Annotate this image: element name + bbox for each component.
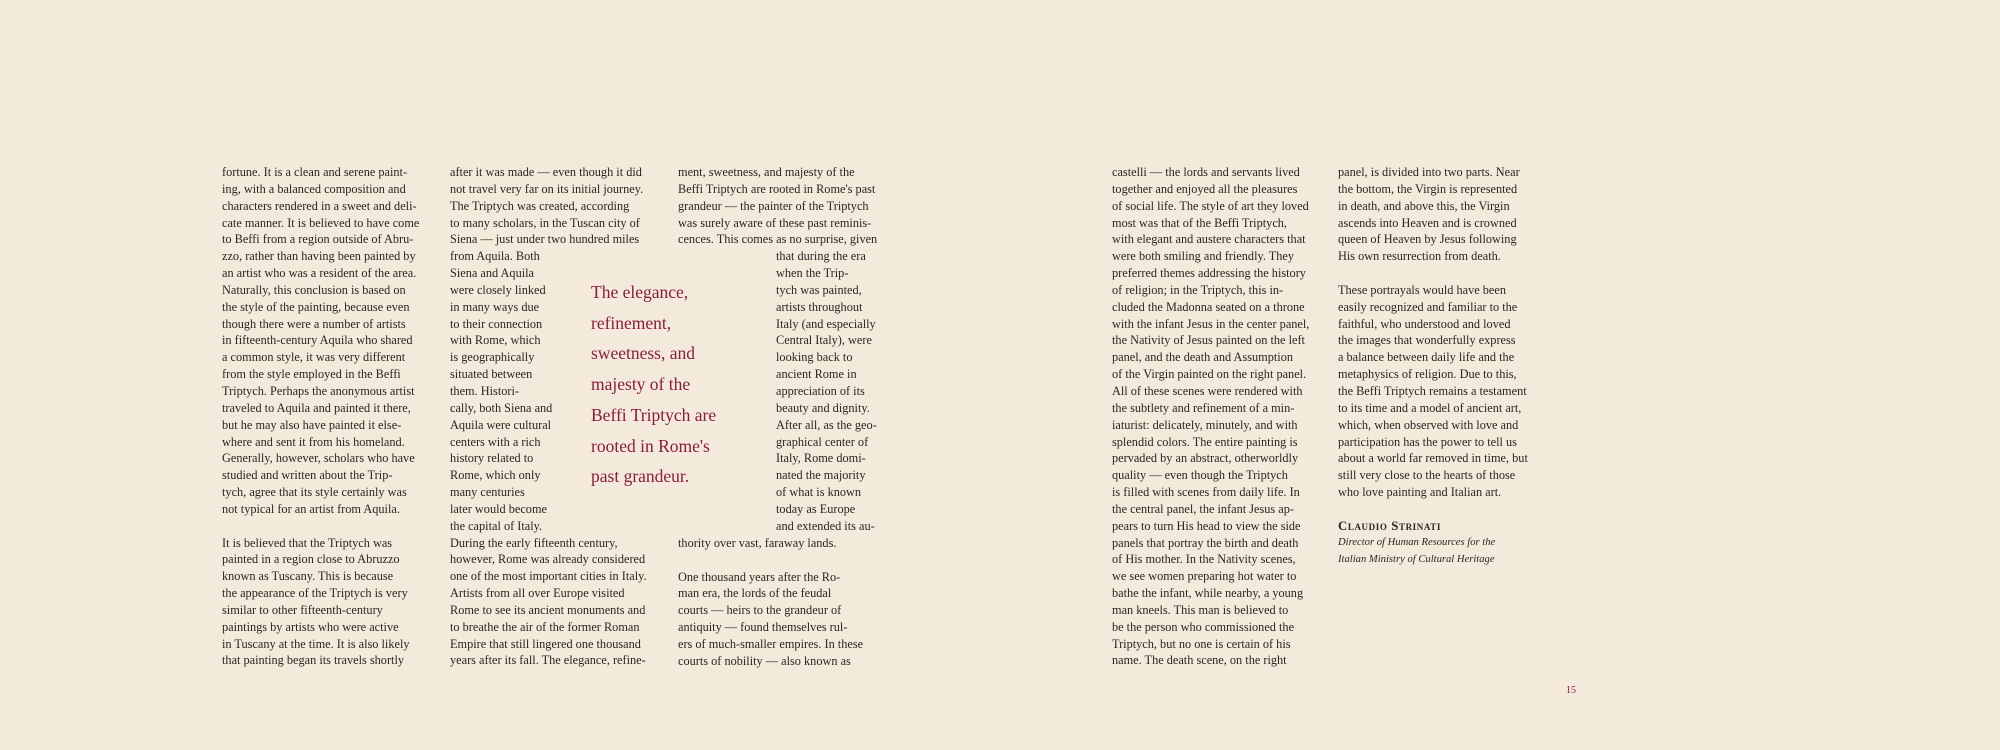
text-line: of His mother. In the Nativity scenes, (1112, 552, 1296, 567)
text-line: antiquity — found themselves rul- (678, 620, 848, 635)
text-line: them. Histori- (450, 383, 519, 398)
text-line: courts of nobility — also known as (678, 653, 851, 668)
text-line: man era, the lords of the feudal (678, 586, 832, 601)
text-line: artists throughout (776, 299, 863, 314)
text-line: with the infant Jesus in the center panel, (1112, 316, 1310, 331)
text-line: in many ways due (450, 299, 540, 314)
text-line: fortune. It is a clean and serene paint- (222, 165, 408, 179)
text-line: after it was made — even though it did (450, 165, 642, 179)
author-title-line-2: Italian Ministry of Cultural Heritage (1338, 553, 1495, 565)
text-line: one of the most important cities in Italy. (450, 569, 647, 584)
text-line: a common style, it was very different (222, 350, 406, 365)
text-line: Naturally, this conclusion is based on (222, 282, 406, 297)
text-line: where and sent it from his homeland. (222, 434, 405, 449)
column-3-bottom (678, 535, 863, 670)
text-line: which, when observed with love and (1338, 417, 1519, 432)
text-line: participation has the power to tell us (1338, 434, 1517, 449)
text-line: many centuries (450, 485, 525, 500)
text-line: ment, sweetness, and majesty of the (678, 165, 855, 179)
text-line: ascends into Heaven and is crowned (1338, 215, 1517, 230)
text-line: After all, as the geo- (776, 417, 877, 432)
text-line: It is believed that the Triptych was (222, 535, 393, 550)
text-line: together and enjoyed all the pleasures (1112, 181, 1298, 196)
text-line: zzo, rather than having been painted by (222, 249, 416, 264)
text-line: cally, both Siena and (450, 400, 553, 415)
text-line: of social life. The style of art they loved (1112, 198, 1309, 213)
text-line: the capital of Italy. (450, 518, 543, 533)
text-line: the bottom, the Virgin is represented (1338, 181, 1518, 196)
text-line: Generally, however, scholars who have (222, 451, 415, 466)
text-line: centers with a rich (450, 434, 541, 449)
text-line: today as Europe (776, 501, 856, 516)
text-line: Triptych. Perhaps the anonymous artist (222, 383, 415, 398)
text-line: in fifteenth-century Aquila who shared (222, 333, 413, 348)
text-line: tych was painted, (776, 282, 862, 297)
text-line: splendid colors. The entire painting is (1112, 434, 1298, 449)
text-line: The Triptych was created, according (450, 198, 630, 213)
text-line: man kneels. This man is believed to (1112, 602, 1289, 617)
text-line: Italy (and especially (776, 316, 876, 331)
text-line: preferred themes addressing the history (1112, 266, 1306, 281)
text-line: name. The death scene, on the right (1112, 653, 1287, 668)
column-4 (1112, 164, 1309, 669)
text-line: tych, agree that its style certainly was (222, 485, 407, 500)
text-line: not typical for an artist from Aquila. (222, 501, 400, 516)
text-line: courts — heirs to the grandeur of (678, 603, 842, 618)
text-line: quality — even though the Triptych (1112, 468, 1288, 483)
text-line: when the Trip- (776, 266, 849, 281)
text-line: to many scholars, in the Tuscan city of (450, 215, 640, 230)
text-line: the appearance of the Triptych is very (222, 586, 408, 601)
text-line: ers of much-smaller empires. In these (678, 636, 864, 651)
text-line: the Beffi Triptych remains a testament (1338, 383, 1527, 398)
page-number: 15 (1566, 685, 1576, 696)
column-1 (222, 164, 419, 669)
text-line: later would become (450, 501, 547, 516)
text-line: Italy, Rome domi- (776, 451, 866, 466)
text-line: Empire that still lingered one thousand (450, 636, 641, 651)
text-line: Beffi Triptych are (591, 404, 717, 425)
text-line: is geographically (450, 350, 535, 365)
pull-quote (591, 277, 741, 492)
text-line: with Rome, which (450, 333, 541, 348)
text-line: is filled with scenes from daily life. In (1112, 485, 1300, 500)
text-line: panels that portray the birth and death (1112, 535, 1299, 550)
text-line: the style of the painting, because even (222, 299, 410, 314)
text-line (222, 518, 419, 535)
text-line: looking back to (776, 350, 853, 365)
text-line: from Aquila. Both (450, 249, 540, 264)
text-line: in Tuscany at the time. It is also likely (222, 636, 410, 651)
column-3-right (776, 248, 877, 534)
text-line: Rome, which only (450, 468, 541, 483)
text-line (1338, 265, 1528, 282)
text-line: from the style employed in the Beffi (222, 367, 401, 382)
text-line: situated between (450, 367, 533, 382)
text-line: nated the majority (776, 468, 866, 483)
text-line: we see women preparing hot water to (1112, 569, 1297, 584)
text-line: was surely aware of these past reminis- (678, 215, 872, 230)
text-line: grandeur — the painter of the Triptych (678, 198, 869, 213)
text-line: thority over vast, faraway lands. (678, 535, 837, 550)
text-line: to their connection (450, 316, 543, 331)
text-line: refinement, (591, 312, 672, 333)
text-line: to Beffi from a region outside of Abru- (222, 232, 414, 247)
text-line: of the Virgin painted on the right panel. (1112, 367, 1307, 382)
text-line: rooted in Rome's (591, 435, 710, 456)
column-5 (1338, 164, 1528, 501)
text-line: past grandeur. (591, 466, 690, 487)
text-line: The elegance, (591, 282, 689, 302)
text-line: One thousand years after the Ro- (678, 569, 841, 584)
text-line: Triptych, but no one is certain of his (1112, 636, 1291, 651)
text-line: traveled to Aquila and painted it there, (222, 400, 411, 415)
text-line: Aquila were cultural (450, 417, 552, 432)
text-line: who love painting and Italian art. (1338, 485, 1502, 500)
column-3-top (678, 164, 877, 248)
author-title-line-1: Director of Human Resources for the (1338, 536, 1496, 548)
text-line: in death, and above this, the Virgin (1338, 198, 1510, 213)
text-line: characters rendered in a sweet and deli- (222, 198, 417, 213)
text-line: majesty of the (591, 374, 691, 395)
text-line: Central Italy), were (776, 333, 872, 348)
text-line: and extended its au- (776, 518, 875, 533)
text-line (678, 552, 863, 569)
text-line: of what is known (776, 485, 862, 500)
text-line: to its time and a model of ancient art, (1338, 400, 1522, 415)
text-line: not travel very far on its initial journey. (450, 181, 644, 196)
text-line: the images that wonderfully express (1338, 333, 1516, 348)
text-line: painted in a region close to Abruzzo (222, 552, 400, 567)
text-line: Artists from all over Europe visited (450, 586, 625, 601)
text-line: most was that of the Beffi Triptych, (1112, 215, 1287, 230)
text-line: beauty and dignity. (776, 400, 870, 415)
text-line: easily recognized and familiar to the (1338, 299, 1518, 314)
text-line: the subtlety and refinement of a min- (1112, 400, 1295, 415)
text-line: pervaded by an abstract, otherworldly (1112, 451, 1299, 466)
text-line: similar to other fifteenth-century (222, 602, 383, 617)
text-line: to breathe the air of the former Roman (450, 619, 640, 634)
signature-block (1338, 518, 1495, 569)
text-line: graphical center of (776, 434, 869, 449)
text-line: pears to turn His head to view the side (1112, 518, 1301, 533)
text-line: These portrayals would have been (1338, 282, 1506, 297)
text-line: with elegant and austere characters that (1112, 232, 1306, 247)
text-line: that during the era (776, 249, 866, 264)
text-line: that painting began its travels shortly (222, 653, 405, 668)
author-name: Claudio Strinati (1338, 519, 1442, 533)
text-line: Siena and Aquila (450, 266, 535, 281)
text-line: panel, and the death and Assumption (1112, 350, 1294, 365)
text-line: were both smiling and friendly. They (1112, 249, 1295, 264)
text-line: the Nativity of Jesus painted on the left (1112, 333, 1305, 348)
text-line: castelli — the lords and servants lived (1112, 165, 1300, 179)
text-line: All of these scenes were rendered with (1112, 383, 1303, 398)
text-line: paintings by artists who were active (222, 619, 399, 634)
text-line: known as Tuscany. This is because (222, 569, 394, 584)
text-line: were closely linked (450, 282, 546, 297)
text-line: His own resurrection from death. (1338, 249, 1501, 264)
text-line: Beffi Triptych are rooted in Rome's past (678, 181, 876, 196)
text-line: metaphysics of religion. Due to this, (1338, 367, 1517, 382)
text-line: appreciation of its (776, 384, 865, 398)
text-line: panel, is divided into two parts. Near (1338, 165, 1520, 179)
text-line: an artist who was a resident of the area. (222, 266, 417, 281)
text-line: but he may also have painted it else- (222, 417, 402, 432)
text-line: iaturist: delicately, minutely, and with (1112, 417, 1298, 432)
text-line: cences. This comes as no surprise, given (678, 232, 878, 247)
text-line: queen of Heaven by Jesus following (1338, 232, 1517, 247)
text-line: still very close to the hearts of those (1338, 468, 1516, 483)
text-line: though there were a number of artists (222, 316, 406, 331)
text-line: studied and written about the Trip- (222, 468, 393, 483)
text-line: history related to (450, 451, 534, 466)
text-line: ancient Rome in (776, 367, 857, 382)
text-line: During the early fifteenth century, (450, 535, 618, 550)
text-line: cate manner. It is believed to have come (222, 215, 420, 230)
text-line: however, Rome was already considered (450, 552, 646, 567)
text-line: about a world far removed in time, but (1338, 451, 1528, 466)
text-line: cluded the Madonna seated on a throne (1112, 299, 1305, 314)
text-line: years after its fall. The elegance, refine- (450, 653, 646, 668)
text-line: sweetness, and (591, 343, 696, 364)
text-line: be the person who commissioned the (1112, 619, 1295, 634)
text-line: bathe the infant, while nearby, a young (1112, 586, 1304, 601)
text-line: faithful, who understood and loved (1338, 316, 1511, 331)
text-line: of religion; in the Triptych, this in- (1112, 282, 1284, 297)
text-line: a balance between daily life and the (1338, 350, 1515, 365)
text-line: Rome to see its ancient monuments and (450, 602, 646, 617)
text-line: the central panel, the infant Jesus ap- (1112, 501, 1294, 516)
text-line: ing, with a balanced composition and (222, 181, 406, 196)
text-line: Siena — just under two hundred miles (450, 232, 640, 247)
